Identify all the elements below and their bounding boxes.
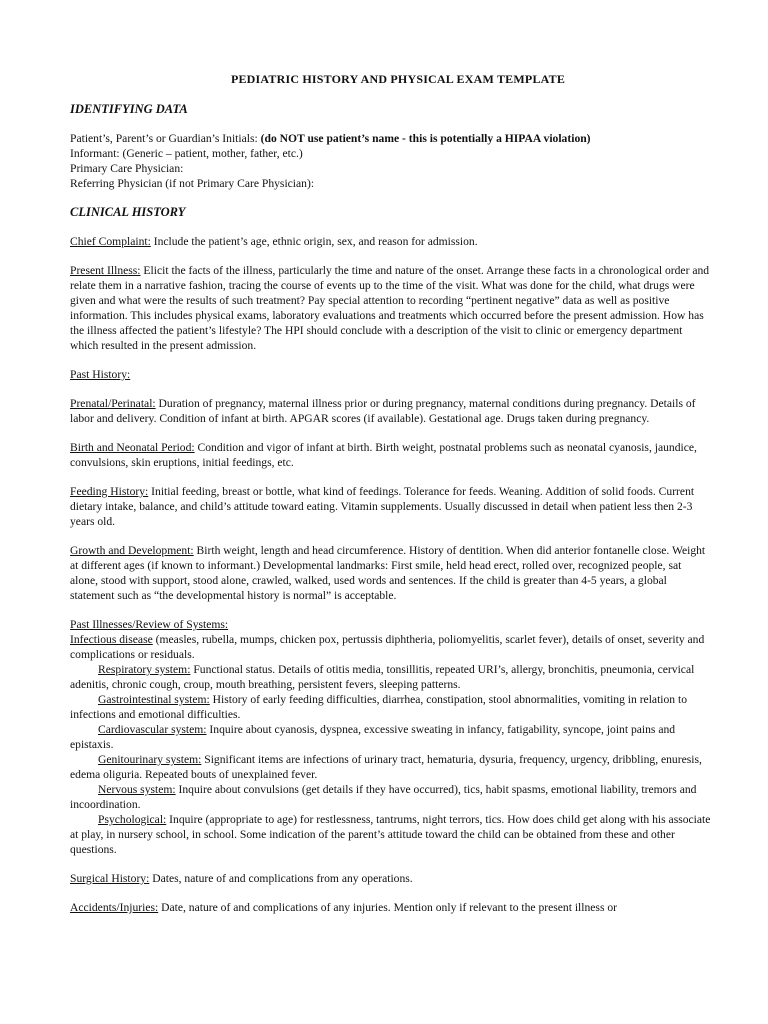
genitourinary-label: Genitourinary system: <box>98 753 202 766</box>
chief-complaint-label: Chief Complaint: <box>70 235 151 248</box>
psychological-label: Psychological: <box>98 813 167 826</box>
growth-development-text: Birth weight, length and head circumference. History of dentition. When did anterior fontanelle close. Weight at different ages (if known to informant.) Developmental landmarks: First smile, held head erect, rolled over, recognized people, sat alone, stood with support, stood alone, crawled, walked, used words and sentences. If the child is greater than 4-5 years, a global statement such as “the developmental history is normal” is acceptable. <box>70 544 706 602</box>
initials-line <box>70 131 712 146</box>
growth-development-paragraph <box>70 543 712 603</box>
chief-complaint-text: Include the patient’s age, ethnic origin, sex, and reason for admission. <box>150 235 478 248</box>
present-illness-paragraph <box>70 263 712 353</box>
cardiovascular-text: Inquire about cyanosis, dyspnea, excessive sweating in infancy, fatigability, syncope, joint pains and epistaxis. <box>70 723 676 751</box>
feeding-history-paragraph <box>70 484 712 529</box>
respiratory-text: Functional status. Details of otitis media, tonsillitis, repeated URI’s, allergy, bronchitis, pneumonia, cervical adenitis, chronic cough, croup, mouth breathing, persistent fevers, sleeping patterns. <box>70 663 695 691</box>
hipaa-warning: (do NOT use patient’s name - this is potentially a HIPAA violation) <box>260 132 591 145</box>
feeding-history-label: Feeding History: <box>70 485 149 498</box>
psychological-text: Inquire (appropriate to age) for restlessness, tantrums, night terrors, tics. How does child get along with his associate at play, in nursery school, in school. Some indication of the parent’s attitude toward the child can be obtained from these and other questions. <box>70 813 711 856</box>
past-history-label: Past History: <box>70 368 131 381</box>
prenatal-label: Prenatal/Perinatal: <box>70 397 156 410</box>
infectious-disease-label: Infectious disease <box>70 633 153 646</box>
cardiovascular-paragraph <box>70 722 712 752</box>
birth-neonatal-paragraph <box>70 440 712 470</box>
growth-development-label: Growth and Development: <box>70 544 194 557</box>
informant-line: Informant: (Generic – patient, mother, father, etc.) <box>70 147 303 160</box>
ros-heading <box>70 617 712 632</box>
accidents-injuries-text: Date, nature of and complications of any injuries. Mention only if relevant to the present illness or <box>158 901 618 914</box>
prenatal-paragraph <box>70 396 712 426</box>
psychological-paragraph <box>70 812 712 857</box>
surgical-history-text: Dates, nature of and complications from any operations. <box>149 872 413 885</box>
identifying-data-heading: IDENTIFYING DATA <box>70 102 188 116</box>
birth-neonatal-label: Birth and Neonatal Period: <box>70 441 195 454</box>
prenatal-text: Duration of pregnancy, maternal illness prior or during pregnancy, maternal conditions during pregnancy. Details of labor and delivery. Condition of infant at birth. APGAR scores (if available). Gestational age. Drugs taken during pregnancy. <box>70 397 696 425</box>
gastrointestinal-label: Gastrointestinal system: <box>98 693 210 706</box>
cardiovascular-label: Cardiovascular system: <box>98 723 207 736</box>
genitourinary-text: Significant items are infections of urinary tract, hematuria, dysuria, frequency, urgency, dribbling, enuresis, edema oliguria. Repeated bouts of unexplained fever. <box>70 753 702 781</box>
respiratory-paragraph <box>70 662 712 692</box>
gastrointestinal-paragraph <box>70 692 712 722</box>
present-illness-label: Present Illness: <box>70 264 141 277</box>
birth-neonatal-text: Condition and vigor of infant at birth. Birth weight, postnatal problems such as neonatal cyanosis, jaundice, convulsions, skin eruptions, initial feedings, etc. <box>70 441 697 469</box>
nervous-paragraph <box>70 782 712 812</box>
nervous-label: Nervous system: <box>98 783 176 796</box>
infectious-disease-text: (measles, rubella, mumps, chicken pox, pertussis diphtheria, poliomyelitis, scarlet fever), details of onset, severity and complications or residuals. <box>70 633 705 661</box>
gastrointestinal-text: History of early feeding difficulties, diarrhea, constipation, stool abnormalities, vomiting in relation to infections and emotional difficulties. <box>70 693 688 721</box>
review-of-systems-section <box>70 617 712 857</box>
referring-physician-line: Referring Physician (if not Primary Care Physician): <box>70 177 315 190</box>
past-history-heading <box>70 367 712 382</box>
accidents-injuries-paragraph <box>70 900 712 915</box>
ros-label: Past Illnesses/Review of Systems: <box>70 618 229 631</box>
surgical-history-label: Surgical History: <box>70 872 150 885</box>
surgical-history-paragraph <box>70 871 712 886</box>
infectious-disease-paragraph <box>70 632 712 662</box>
genitourinary-paragraph <box>70 752 712 782</box>
clinical-history-heading: CLINICAL HISTORY <box>70 205 186 219</box>
initials-label: Patient’s, Parent’s or Guardian’s Initials: <box>70 132 258 145</box>
accidents-injuries-label: Accidents/Injuries: <box>70 901 159 914</box>
present-illness-text: Elicit the facts of the illness, particularly the time and nature of the onset. Arrange these facts in a chronological order and relate them in a narrative fashion, tracing the course of events up to the time of the visit. What was done for the child, what drugs were given and what were the results of such treatment? Pay special attention to recording “pertinent negative” data as well as positive information. This includes physical exams, laboratory evaluations and treatments which occurred before the present admission. How has the illness affected the patient’s lifestyle? The HPI should conclude with a description of the visit to clinic or emergency department which resulted in the present admission. <box>70 264 710 352</box>
chief-complaint-paragraph <box>70 234 712 249</box>
identifying-data-section <box>70 131 712 191</box>
primary-physician-line: Primary Care Physician: <box>70 162 184 175</box>
page-title: PEDIATRIC HISTORY AND PHYSICAL EXAM TEMPLATE <box>230 72 566 86</box>
nervous-text: Inquire about convulsions (get details if they have occurred), tics, habit spasms, emotional liability, tremors and incoordination. <box>70 783 697 811</box>
respiratory-label: Respiratory system: <box>98 663 191 676</box>
feeding-history-text: Initial feeding, breast or bottle, what kind of feedings. Tolerance for feeds. Weaning. Addition of solid foods. Current dietary intake, balance, and child’s attitude toward eating. Vitamin supplements. Usually discussed in detail when patient less then 2-3 years old. <box>70 485 695 528</box>
